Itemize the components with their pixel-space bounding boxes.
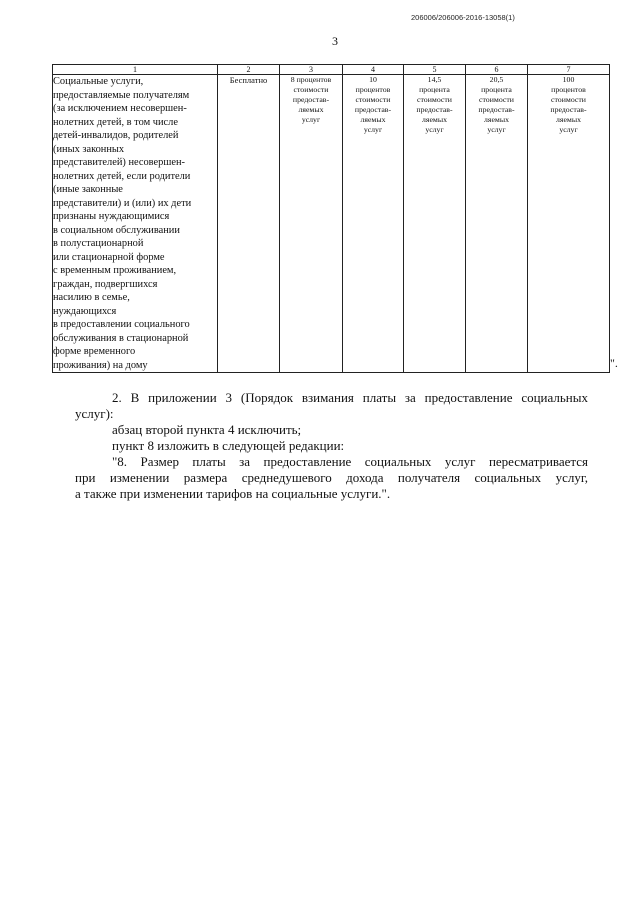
fee-line: ляемых bbox=[555, 115, 581, 124]
service-line: нуждающихся bbox=[53, 305, 117, 317]
fee-line: стоимости bbox=[551, 95, 586, 104]
service-line: (иных законных bbox=[53, 143, 125, 155]
service-line: детей-инвалидов, родителей bbox=[53, 130, 179, 141]
table-row bbox=[53, 75, 610, 373]
fee-cell bbox=[280, 75, 343, 373]
fee-line: услуг bbox=[301, 115, 321, 124]
item2-line1: 2. В приложении 3 (Порядок взимания платы за предоставление социальных bbox=[112, 390, 588, 405]
column-number: 1 bbox=[53, 65, 218, 75]
free-cell: Бесплатно bbox=[218, 75, 280, 373]
fee-line: 20,5 bbox=[489, 75, 504, 84]
service-line: в предоставлении социального bbox=[53, 319, 190, 330]
fee-line: услуг bbox=[559, 125, 578, 134]
column-number: 5 bbox=[404, 65, 466, 75]
service-description-cell bbox=[53, 75, 218, 373]
quote-line2: при изменении размера среднедушевого дохода получателя социальных услуг, bbox=[75, 470, 588, 485]
fee-line: стоимости bbox=[293, 85, 329, 94]
service-line: представители) и (или) их дети bbox=[53, 197, 192, 209]
service-line: насилию в семье, bbox=[53, 292, 130, 303]
closing-quote: ". bbox=[610, 356, 618, 370]
fee-line: ляемых bbox=[421, 115, 447, 124]
amendment-text bbox=[75, 390, 588, 502]
column-number: 4 bbox=[343, 65, 404, 75]
column-number: 3 bbox=[280, 65, 343, 75]
service-line: признаны нуждающимися bbox=[53, 211, 170, 222]
service-line: проживания) на дому bbox=[53, 359, 148, 371]
fee-cell bbox=[528, 75, 610, 373]
fee-line: ляемых bbox=[360, 115, 386, 124]
service-line: нолетних детей, в том числе bbox=[53, 116, 178, 128]
column-number: 2 bbox=[218, 65, 280, 75]
service-line: или стационарной форме bbox=[53, 251, 165, 263]
fee-line: услуг bbox=[363, 125, 383, 134]
page-number: 3 bbox=[332, 34, 338, 48]
quote-line1: "8. Размер платы за предоставление социальных услуг пересматривается bbox=[112, 454, 588, 469]
document-id: 206006/206006-2016-13058(1) bbox=[411, 13, 515, 22]
service-line: Социальные услуги, bbox=[53, 76, 144, 87]
service-line: в социальном обслуживании bbox=[53, 224, 180, 236]
column-number: 7 bbox=[528, 65, 610, 75]
service-line: обслуживания в стационарной bbox=[53, 332, 189, 344]
service-line: граждан, подвергшихся bbox=[53, 278, 158, 290]
fee-line: предостав- bbox=[354, 105, 392, 114]
fee-table bbox=[52, 64, 610, 373]
column-number: 6 bbox=[466, 65, 528, 75]
fee-line: процентов bbox=[355, 85, 391, 94]
fee-line: процента bbox=[481, 85, 512, 94]
punkt8-line: пункт 8 изложить в следующей редакции: bbox=[112, 438, 345, 453]
fee-line: предостав- bbox=[478, 105, 515, 114]
service-line: в полустационарной bbox=[53, 238, 144, 249]
service-line: форме временного bbox=[53, 346, 136, 357]
fee-line: стоимости bbox=[479, 95, 514, 104]
fee-line: предостав- bbox=[550, 105, 587, 114]
fee-line: 8 процентов bbox=[290, 75, 332, 84]
column-number-row bbox=[53, 65, 610, 75]
fee-line: процента bbox=[419, 85, 450, 94]
fee-line: услуг bbox=[487, 125, 506, 134]
quote-line3: а также при изменении тарифов на социальные услуги.". bbox=[75, 486, 391, 501]
abzac-line: абзац второй пункта 4 исключить; bbox=[112, 422, 302, 437]
fee-cell bbox=[404, 75, 466, 373]
fee-line: 100 bbox=[562, 75, 575, 84]
fee-line: процентов bbox=[551, 85, 586, 94]
fee-line: предостав- bbox=[416, 105, 453, 114]
fee-line: услуг bbox=[425, 125, 444, 134]
fee-line: ляемых bbox=[483, 115, 509, 124]
fee-line: предостав- bbox=[292, 95, 330, 104]
fee-line: 10 bbox=[369, 75, 377, 84]
service-line: предоставляемые получателям bbox=[53, 89, 190, 101]
item2-line2: услуг): bbox=[75, 406, 114, 421]
fee-line: стоимости bbox=[355, 95, 391, 104]
service-line: (за исключением несовершен- bbox=[53, 103, 187, 114]
service-line: (иные законные bbox=[53, 184, 123, 195]
fee-line: 14,5 bbox=[427, 75, 442, 84]
service-line: с временным проживанием, bbox=[53, 265, 177, 276]
service-line: нолетних детей, если родители bbox=[53, 170, 191, 182]
fee-line: стоимости bbox=[417, 95, 452, 104]
fee-cell bbox=[466, 75, 528, 373]
fee-cell bbox=[343, 75, 404, 373]
fee-line: ляемых bbox=[298, 105, 324, 114]
service-line: представителей) несовершен- bbox=[53, 157, 185, 168]
